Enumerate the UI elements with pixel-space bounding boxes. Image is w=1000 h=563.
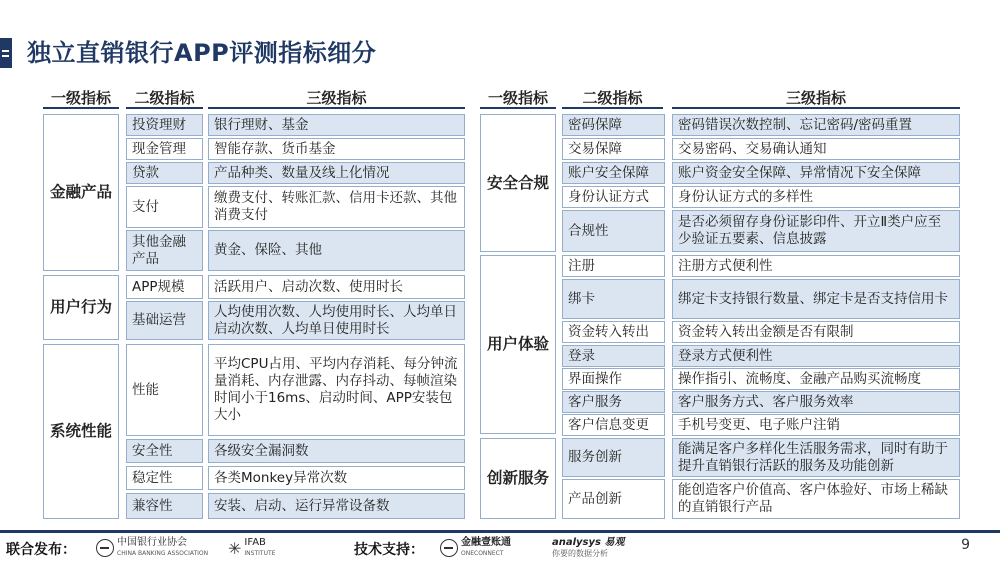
right-l2-cell: 客户信息变更 [562, 414, 665, 436]
right-l2-cell: 合规性 [562, 210, 665, 252]
cba-emblem-icon [96, 539, 114, 557]
left-l2-cell: APP规模 [126, 275, 203, 299]
cba-logo [96, 537, 208, 559]
oneconnect-logo-cn: 金融壹账通 [461, 537, 511, 548]
right-l3-cell: 注册方式便利性 [672, 255, 960, 277]
left-l3-cell: 各级安全漏洞数 [208, 439, 465, 463]
left-l3-cell: 产品种类、数量及线上化情况 [208, 162, 465, 184]
left-l2-cell: 支付 [126, 186, 203, 228]
right-l3-cell: 资金转入转出金额是否有限制 [672, 321, 960, 343]
left-l2-cell: 兼容性 [126, 493, 203, 519]
oneconnect-emblem-icon [440, 539, 458, 557]
ifab-logo-sub: INSTITUTE [244, 550, 276, 557]
group-user-experience: 用户体验 [480, 255, 556, 434]
right-l2-cell: 交易保障 [562, 138, 665, 160]
right-l2-cell: 界面操作 [562, 368, 665, 390]
left-l3-cell: 银行理财、基金 [208, 114, 465, 136]
header-level1: 一级指标 [480, 88, 556, 109]
left-l2-cell: 现金管理 [126, 138, 203, 160]
analysys-logo-en: analysys 易观 [552, 537, 625, 548]
cba-logo-en: CHINA BANKING ASSOCIATION [117, 550, 209, 557]
header-level3: 三级指标 [208, 88, 465, 109]
left-l3-cell: 活跃用户、启动次数、使用时长 [208, 275, 465, 299]
left-l2-cell: 贷款 [126, 162, 203, 184]
right-l2-cell: 密码保障 [562, 114, 665, 136]
left-l3-cell: 人均使用次数、人均使用时长、人均单日启动次数、人均单日使用时长 [208, 301, 465, 340]
group-system-performance: 系统性能 [43, 344, 119, 519]
left-l3-cell: 缴费支付、转账汇款、信用卡还款、其他消费支付 [208, 186, 465, 228]
left-l3-cell: 各类Monkey异常次数 [208, 466, 465, 490]
support-label: 技术支持： [354, 542, 424, 558]
right-l2-cell: 注册 [562, 255, 665, 277]
right-l3-cell: 客户服务方式、客户服务效率 [672, 391, 960, 413]
right-l2-cell: 登录 [562, 345, 665, 367]
right-l3-cell: 能创造客户价值高、客户体验好、市场上稀缺的直销银行产品 [672, 479, 960, 519]
group-security-compliance: 安全合规 [480, 114, 556, 252]
oneconnect-logo [440, 537, 511, 559]
left-l3-cell: 智能存款、货币基金 [208, 138, 465, 160]
right-l3-cell: 账户资金安全保障、异常情况下安全保障 [672, 162, 960, 184]
header-level3: 三级指标 [672, 88, 960, 109]
right-l3-cell: 手机号变更、电子账户注销 [672, 414, 960, 436]
group-financial-products: 金融产品 [43, 114, 119, 271]
analysys-logo-cn: 你要的数据分析 [552, 549, 608, 558]
publish-label: 联合发布： [6, 542, 76, 558]
footer [0, 530, 1000, 563]
left-l3-cell: 平均CPU占用、平均内存消耗、每分钟流量消耗、内存泄露、内存抖动、每帧渲染时间小于16ms、启动时间、APP安装包大小 [208, 344, 465, 436]
title-bar [0, 36, 1000, 76]
right-l2-cell: 客户服务 [562, 391, 665, 413]
page-title: 独立直销银行APP评测指标细分 [27, 39, 377, 67]
right-l2-cell: 绑卡 [562, 279, 665, 319]
right-l3-cell: 密码错误次数控制、忘记密码/密码重置 [672, 114, 960, 136]
right-l3-cell: 操作指引、流畅度、金融产品购买流畅度 [672, 368, 960, 390]
right-l3-cell: 能满足客户多样化生活服务需求，同时有助于提升直销银行活跃的服务及功能创新 [672, 438, 960, 477]
oneconnect-logo-en: ONECONNECT [461, 550, 504, 557]
right-l3-cell: 是否必须留存身份证影印件、开立Ⅱ类户应至少验证五要素、信息披露 [672, 210, 960, 252]
page-number: 9 [961, 537, 970, 553]
cba-logo-cn: 中国银行业协会 [117, 537, 187, 548]
right-l2-cell: 资金转入转出 [562, 321, 665, 343]
right-l2-cell: 产品创新 [562, 479, 665, 519]
ifab-star-icon: ✳ [228, 538, 242, 558]
left-l3-cell: 黄金、保险、其他 [208, 230, 465, 271]
ifab-logo [228, 537, 275, 559]
ifab-logo-text: IFAB [244, 537, 266, 548]
right-l2-cell: 账户安全保障 [562, 162, 665, 184]
header-level1: 一级指标 [43, 88, 119, 109]
right-l3-cell: 交易密码、交易确认通知 [672, 138, 960, 160]
left-l3-cell: 安装、启动、运行异常设备数 [208, 493, 465, 519]
right-l3-cell: 身份认证方式的多样性 [672, 186, 960, 208]
left-l2-cell: 安全性 [126, 439, 203, 463]
title-marker-icon [0, 38, 12, 68]
group-innovation-services: 创新服务 [480, 438, 556, 519]
left-l2-cell: 稳定性 [126, 466, 203, 490]
left-l2-cell: 投资理财 [126, 114, 203, 136]
group-user-behavior: 用户行为 [43, 275, 119, 340]
right-l3-cell: 绑定卡支持银行数量、绑定卡是否支持信用卡 [672, 279, 960, 319]
header-level2: 二级指标 [562, 88, 663, 109]
left-l2-cell: 性能 [126, 344, 203, 436]
left-l2-cell: 基础运营 [126, 301, 203, 340]
right-l3-cell: 登录方式便利性 [672, 345, 960, 367]
left-l2-cell: 其他金融产品 [126, 230, 203, 271]
right-l2-cell: 身份认证方式 [562, 186, 665, 208]
right-l2-cell: 服务创新 [562, 438, 665, 477]
analysys-logo [552, 537, 624, 559]
header-level2: 二级指标 [126, 88, 203, 109]
